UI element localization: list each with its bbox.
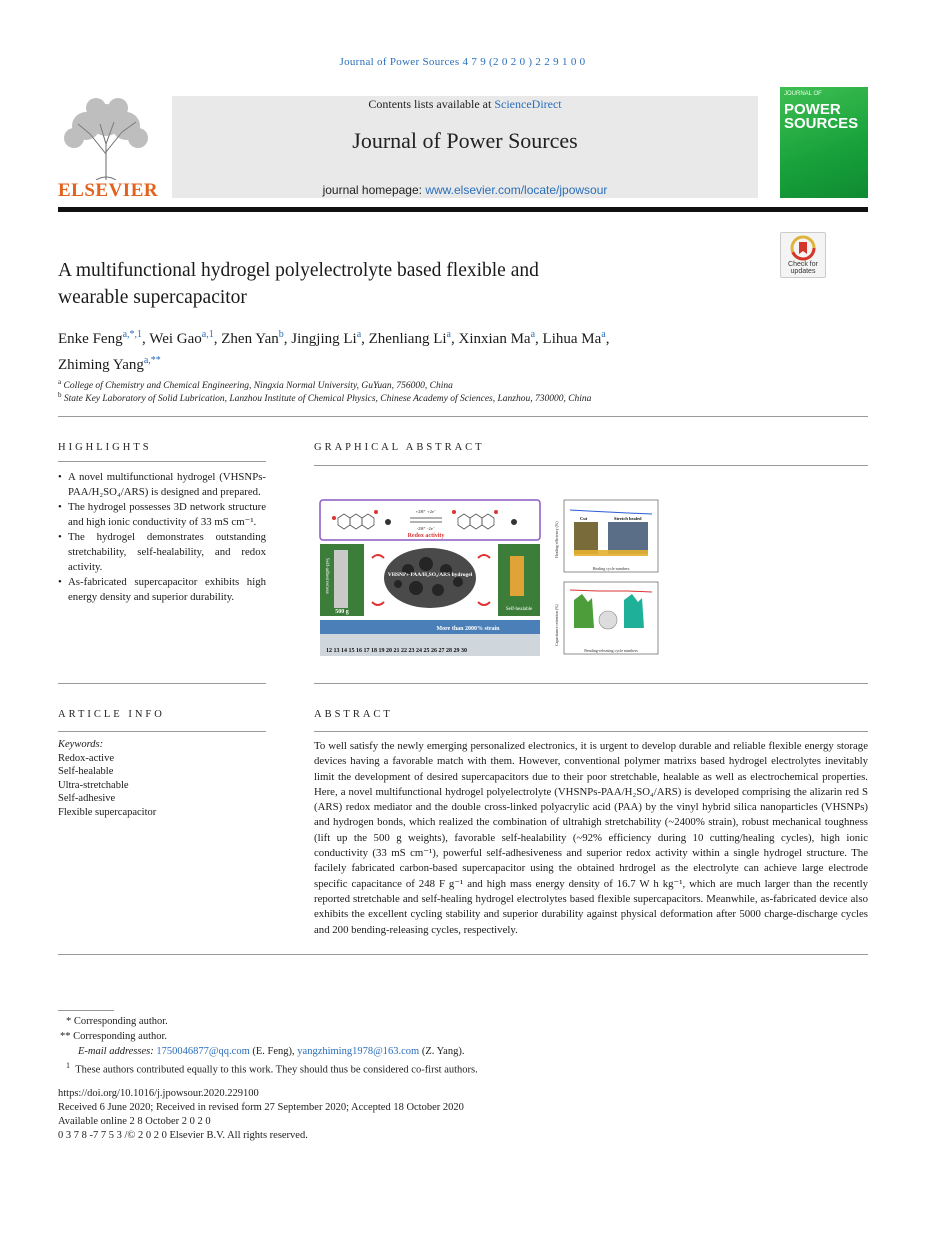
graphical-abstract-heading: GRAPHICAL ABSTRACT <box>314 442 485 453</box>
highlights-rule <box>58 461 266 462</box>
journal-title: Journal of Power Sources <box>352 128 578 153</box>
email-feng-who: (E. Feng), <box>249 1046 298 1057</box>
keyword-item: Self-healable <box>58 766 114 777</box>
equal-sup: 1 <box>66 1061 70 1070</box>
author-separator: , <box>142 331 150 347</box>
affiliation-a-text: College of Chemistry and Chemical Engineering, Ningxia Normal University, GuYuan, 756000, China <box>63 381 453 392</box>
abstract-heading: ABSTRACT <box>314 709 393 720</box>
healed-strip <box>510 556 524 596</box>
cover-line-1: POWER <box>784 101 841 118</box>
chart2-xlabel: Bending-releasing cycle numbers <box>584 648 638 653</box>
author-name[interactable]: Xinxian Ma <box>458 331 531 347</box>
footnote-emails <box>78 1044 464 1059</box>
header-divider <box>58 207 868 212</box>
keyword-item: Redox-active <box>58 752 114 764</box>
author-affiliation-sup[interactable]: a <box>601 329 606 340</box>
author-name[interactable]: Wei Gao <box>149 331 202 347</box>
elsevier-tree-logo <box>60 94 152 180</box>
check-for-updates-badge[interactable] <box>780 232 826 278</box>
graphical-abstract-bottom-rule <box>314 683 868 684</box>
affiliation-b-text: State Key Laboratory of Solid Lubrication, Lanzhou Institute of Chemical Physics, Chinese Academy of Sciences, Lanzhou, 730000, China <box>63 394 592 405</box>
author-separator: , <box>451 331 459 347</box>
molecule-atom <box>374 510 378 514</box>
affiliation-b-sup: b <box>58 391 62 399</box>
author-affiliation-sup[interactable]: a,1 <box>201 329 214 340</box>
chart1-cut-label: Cut <box>580 516 588 521</box>
redox-label: Redox activity <box>407 533 445 539</box>
molecule-atom <box>332 516 336 520</box>
doi-link[interactable]: https://doi.org/10.1016/j.jpowsour.2020.229100 <box>58 1088 259 1099</box>
author-affiliation-sup[interactable]: a,** <box>143 355 161 366</box>
cover-title <box>784 103 866 131</box>
red-arrow-icon <box>372 602 384 605</box>
equal-text: These authors contributed equally to this work. They should thus be considered co-first authors. <box>75 1064 478 1076</box>
strain-sample <box>320 620 540 634</box>
ruler-ticks: 12 13 14 15 16 17 18 19 20 21 22 23 24 25 26 27 28 29 30 <box>326 648 467 654</box>
check-updates-icon <box>781 233 825 263</box>
chart1-stretch-label: Stretch healed <box>614 516 642 521</box>
cut-photo <box>574 522 598 554</box>
highlight-item: • A novel multifunctional hydrogel (VHSNPs-PAA/H₂SO₄/ARS) is designed and prepared. <box>58 470 266 500</box>
cover-line-2: SOURCES <box>784 115 859 132</box>
self-healable-label: Self-healable <box>505 607 533 612</box>
author-separator: , <box>535 331 543 347</box>
author-name[interactable]: Enke Feng <box>58 331 123 347</box>
email-label: E-mail addresses: <box>78 1046 157 1057</box>
article-title <box>58 257 708 311</box>
article-info-rule <box>58 731 266 732</box>
chart1-xlabel: Healing cycle numbers <box>592 566 630 571</box>
chart1-ylabel: Healing efficiency (%) <box>554 521 559 558</box>
footnote-corresponding-1: * Corresponding author. <box>66 1016 168 1027</box>
molecule-atom <box>494 510 498 514</box>
abstract-rule <box>314 731 868 732</box>
highlights-heading: HIGHLIGHTS <box>58 442 152 453</box>
hydrogel-center-label: VHSNPs-PAA/H₂SO₄/ARS hydrogel <box>387 572 473 578</box>
journal-homepage <box>172 183 758 197</box>
affiliation-b <box>58 391 591 404</box>
contents-prefix: Contents lists available at <box>368 97 495 111</box>
title-line-1: A multifunctional hydrogel polyelectrolyte based flexible and <box>58 260 539 281</box>
author-affiliation-sup[interactable]: a <box>356 329 362 340</box>
weight-label: 500 g <box>335 609 349 615</box>
cover-small-text: JOURNAL OF <box>784 91 822 97</box>
author-name[interactable]: Zhiming Yang <box>58 357 144 373</box>
author-separator: , <box>283 331 292 347</box>
stretch-healed-photo <box>608 522 648 554</box>
title-line-2: wearable supercapacitor <box>58 287 247 308</box>
hydrogel-sem-image <box>384 548 476 608</box>
author-affiliation-sup[interactable]: a,*,1 <box>122 329 143 340</box>
keyword-item: Ultra-stretchable <box>58 779 129 791</box>
strain-label: More than 2000% strain <box>436 626 500 632</box>
glove-left-icon <box>574 594 594 628</box>
homepage-link[interactable]: www.elsevier.com/locate/jpowsour <box>425 183 608 197</box>
redox-arrow-top: +2H⁺ +2e⁻ <box>415 509 437 514</box>
email-yang-who: (Z. Yang). <box>419 1046 465 1057</box>
journal-citation[interactable] <box>0 56 925 68</box>
check-updates-label: Check for updates <box>788 261 818 275</box>
author-affiliation-sup[interactable]: a <box>446 329 451 340</box>
highlights-bottom-rule <box>58 683 266 684</box>
author-separator: , <box>605 331 610 347</box>
molecule-atom <box>452 510 456 514</box>
keywords-block <box>58 738 266 819</box>
author-separator: , <box>213 331 222 347</box>
email-link-yang[interactable]: yangzhiming1978@163.com <box>297 1046 420 1057</box>
keywords-label: Keywords: <box>58 739 104 750</box>
available-online: Available online 2 8 October 2 0 2 0 <box>58 1116 211 1127</box>
weight-object <box>334 550 348 608</box>
abstract-text: To well satisfy the newly emerging personalized electronics, it is urgent to develop durable and reliable flexible energy storage devices having a favorable match with them. However, conventional polymer matrixs based hydrogel electrolytes inevitably limit the development of desired supercapacitors due to their poor stretchable, healable as well as electrochemical properties. Here, a novel multifunctional hydrogel polyelectrolyte (VHSNPs-PAA/H₂SO₄/ARS) is developed comprising the alizarin red S (ARS) redox mediator and the double cross-linked polyacrylic acid (PAA) by the vinyl hybrid silica nanoparticles (VHSNPs) and hydrogen bonds, which realized the combination of ultrahigh stretchability (~2400% strain), robust mechanical toughness (lift up the 500 g weights), favorable self-healability (~92% efficiency during 10 cutting/healing cycles), high ionic conductivity (33 mS cm⁻¹), powerful self-adhesiveness and superior redox activity within a single hydrogel structure. The facilely fabricated carbon-based supercapacitor using the obtained hrdrogel as the electrolyte can achieve large electrode specific capacitance of 248 F g⁻¹ and high mass energy density of 16.7 W h kg⁻¹, which are much larger than the recently reported stretchable and self-healing hydrogel electrolytes based flexible supercapacitors. Meanwhile, as-fabricated device also exhibits the excellent cycling stability and superior durability against physical deformation after 5000 charge-discharge cycles and 200 bending-releasing cycles, respectively. <box>314 740 868 936</box>
homepage-prefix: journal homepage: <box>322 183 426 197</box>
received-dates: Received 6 June 2020; Received in revised form 27 September 2020; Accepted 18 October 2020 <box>58 1102 464 1113</box>
highlights-list <box>58 470 266 605</box>
keyword-item: Flexible supercapacitor <box>58 806 157 818</box>
graphical-abstract-figure[interactable] <box>318 498 660 658</box>
affiliation-a-sup: a <box>58 378 62 386</box>
contents-available <box>172 97 758 112</box>
footnote-corresponding-2: ** Corresponding author. <box>60 1031 168 1042</box>
chart2-ylabel: Capacitance retention (%) <box>554 604 559 646</box>
red-arrow-icon <box>478 555 490 558</box>
author-name[interactable]: Lihua Ma <box>542 331 602 347</box>
divider-authors <box>58 416 868 417</box>
author-name[interactable]: Zhen Yan <box>221 331 279 347</box>
citation-ref[interactable]: 4 7 9 (2 0 2 0 ) 2 2 9 1 0 0 <box>462 56 586 68</box>
author-affiliation-sup[interactable]: b <box>278 329 284 340</box>
molecule-atom <box>385 519 391 525</box>
elsevier-wordmark: ELSEVIER <box>58 180 159 201</box>
device-icon <box>599 611 617 629</box>
glove-right-icon <box>624 594 644 628</box>
author-separator: , <box>361 331 369 347</box>
copyright: 0 3 7 8 -7 7 5 3 /© 2 0 2 0 Elsevier B.V. All rights reserved. <box>58 1130 308 1141</box>
author-list <box>58 324 858 376</box>
red-arrow-icon <box>372 555 384 558</box>
highlight-item: • As-fabricated supercapacitor exhibits high energy density and superior durability. <box>58 575 266 605</box>
self-adhesiveness-label: Self-adhesiveness <box>324 558 329 594</box>
highlight-item: • The hydrogel demonstrates outstanding stretchability, self-healability, and redox activity. <box>58 530 266 575</box>
abstract-bottom-rule <box>58 954 868 955</box>
author-name[interactable]: Zhenliang Li <box>368 331 447 347</box>
journal-cover[interactable] <box>780 87 868 198</box>
author-affiliation-sup[interactable]: a <box>530 329 536 340</box>
email-link-feng[interactable]: 1750046877@qq.com <box>156 1046 250 1057</box>
footnote-equal-contribution <box>66 1058 478 1078</box>
molecule-atom <box>511 519 517 525</box>
graphical-abstract-rule <box>314 465 868 466</box>
article-info-heading: ARTICLE INFO <box>58 709 165 720</box>
redox-arrow-bottom: -2H⁺ -2e⁻ <box>416 526 436 531</box>
red-arrow-icon <box>478 602 490 605</box>
footnote-rule <box>58 1010 114 1011</box>
highlight-item: • The hydrogel possesses 3D network structure and high ionic conductivity of 33 mS cm⁻¹. <box>58 500 266 530</box>
sciencedirect-link[interactable]: ScienceDirect <box>494 97 562 111</box>
citation-journal[interactable]: Journal of Power Sources <box>339 56 460 68</box>
keyword-item: Self-adhesive <box>58 793 116 804</box>
sample-strip <box>574 550 648 556</box>
author-name[interactable]: Jingjing Li <box>291 331 357 347</box>
affiliation-a <box>58 378 453 391</box>
